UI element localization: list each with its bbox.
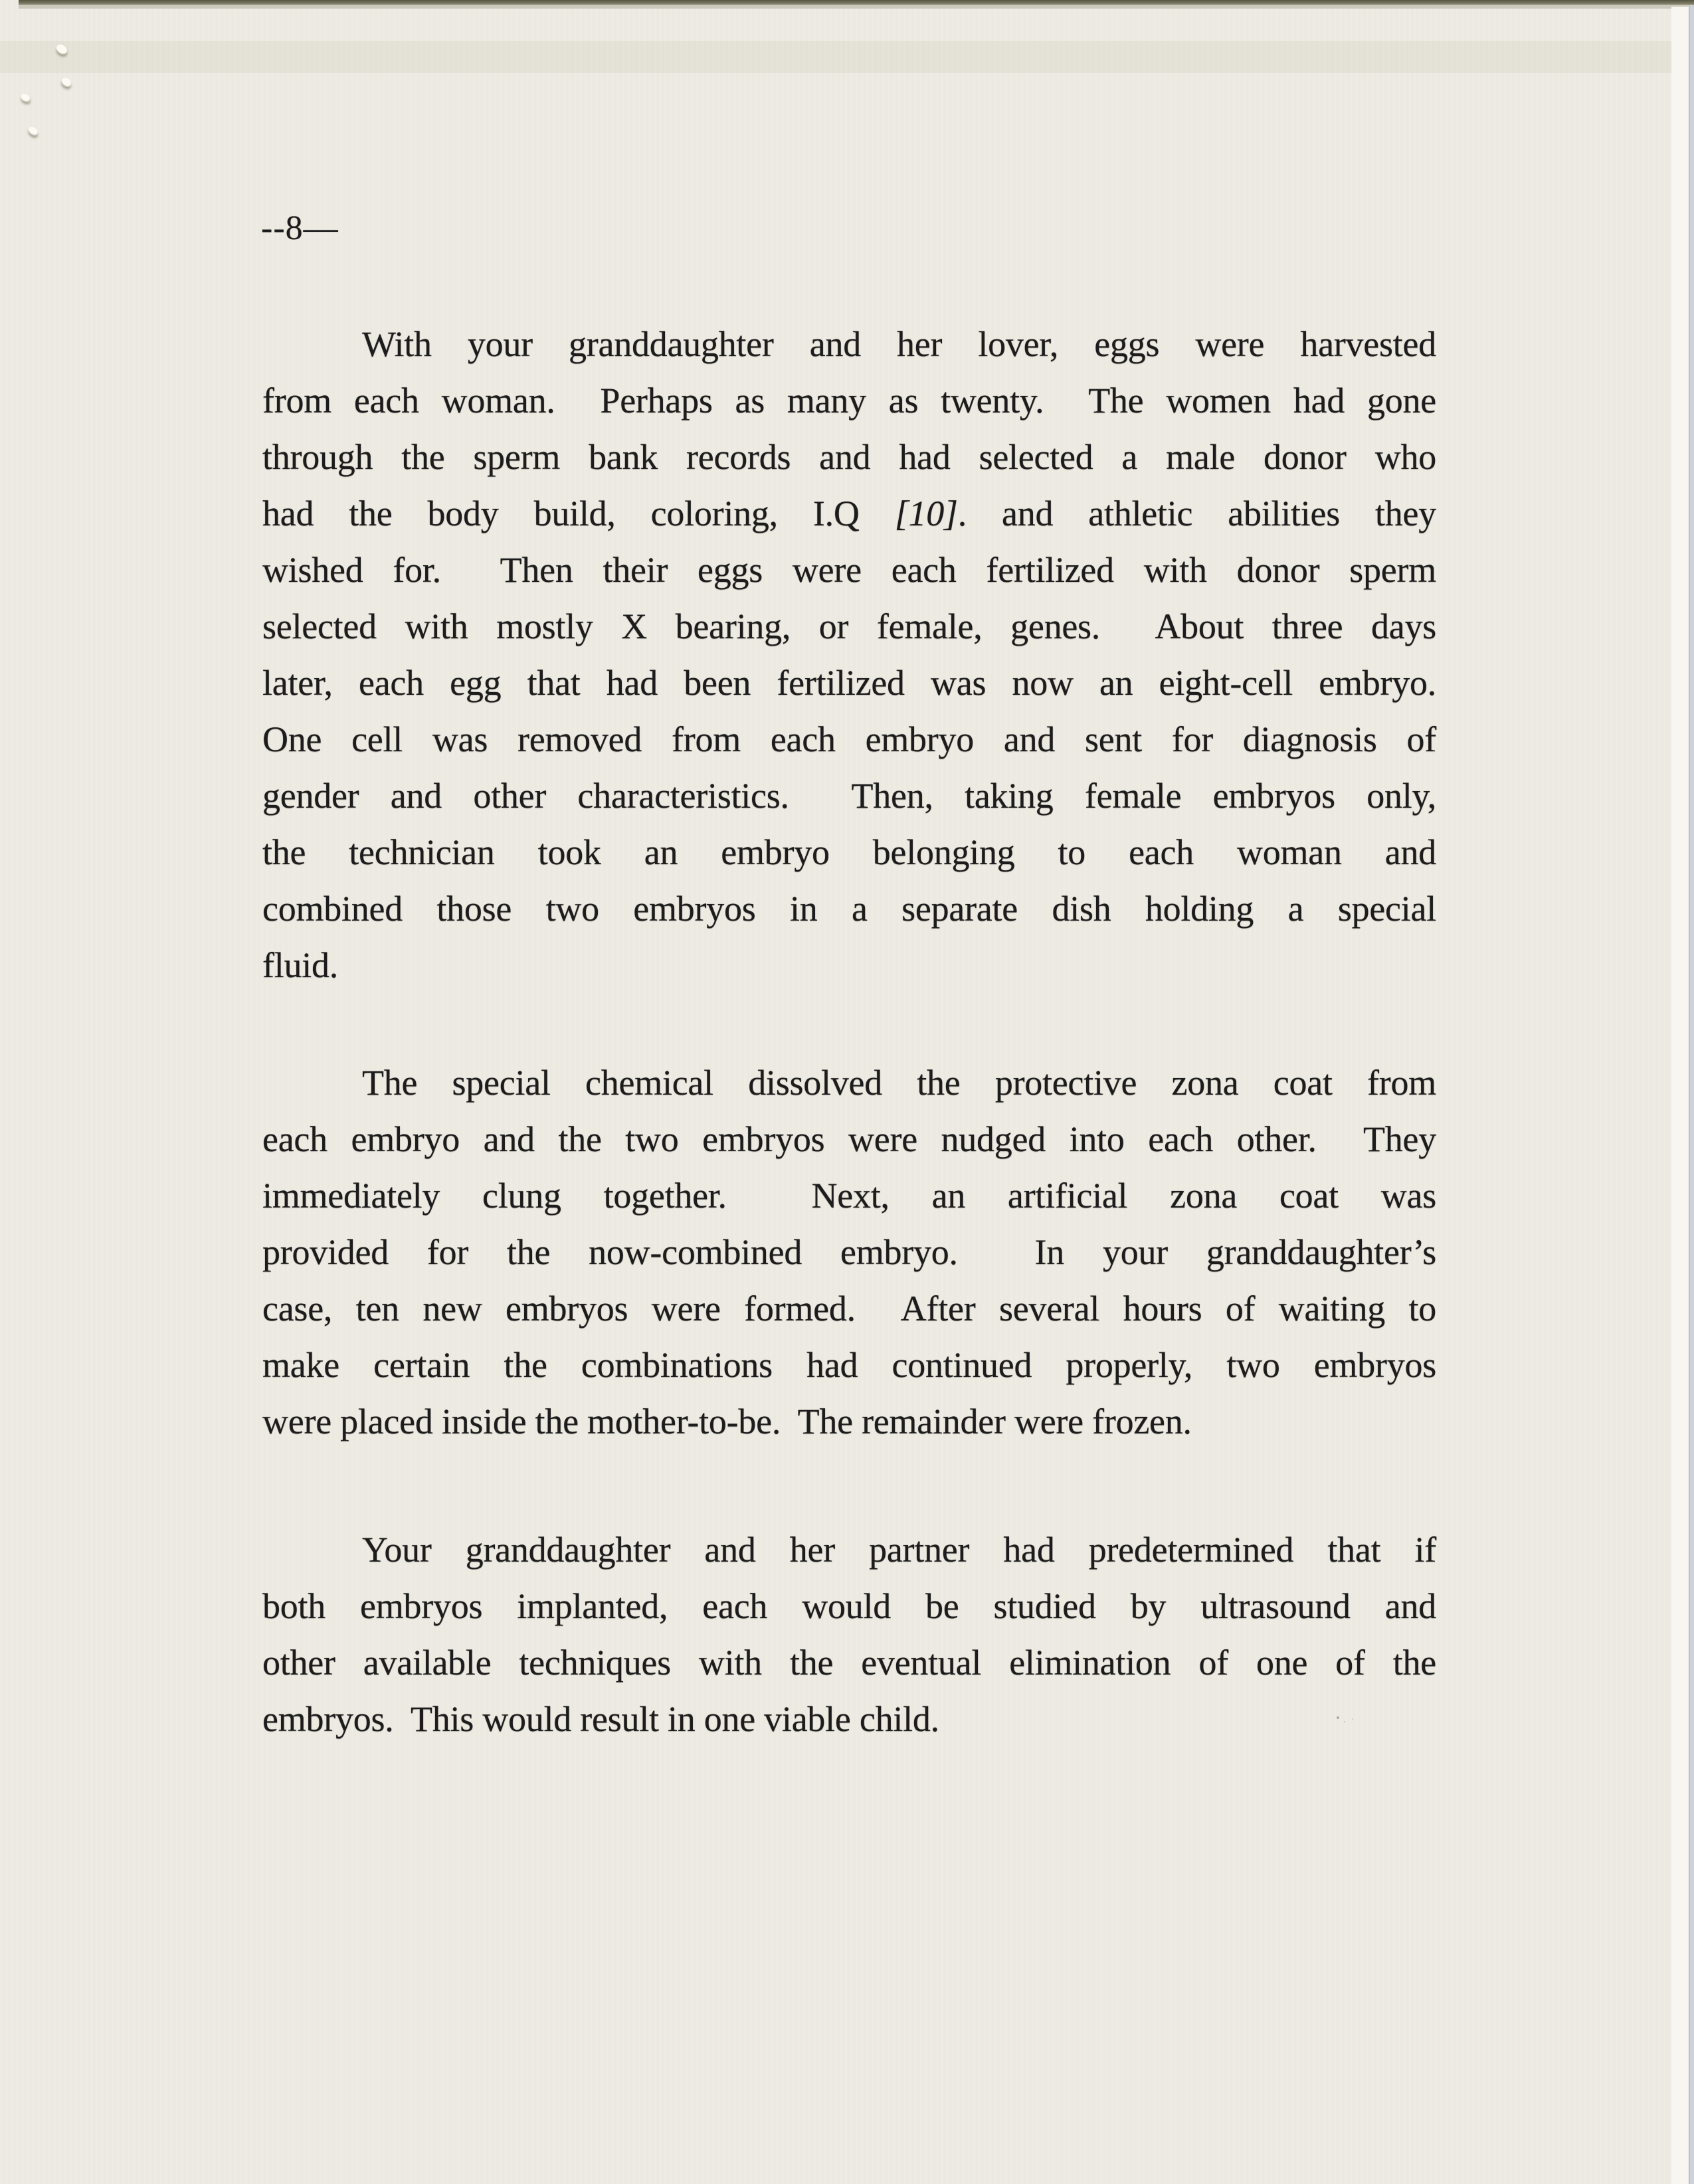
text-fragment: With your granddaughter and her lover, eggs were harvested <box>362 324 1436 364</box>
text-line <box>262 1635 1436 1691</box>
text-line <box>262 881 1436 937</box>
text-line <box>262 542 1436 598</box>
text-line <box>262 1281 1436 1337</box>
text-fragment: each embryo and the two embryos were nudged into each other. They <box>262 1119 1436 1159</box>
text-line <box>262 1168 1436 1224</box>
text-fragment: make certain the combinations had continued properly, two embryos <box>262 1345 1436 1385</box>
text-line <box>262 1578 1436 1635</box>
text-line <box>262 711 1436 768</box>
text-fragment: selected with mostly X bearing, or female, genes. About three days <box>262 606 1436 646</box>
text-fragment: One cell was removed from each embryo and sent for diagnosis of <box>262 719 1436 759</box>
text-fragment: provided for the now-combined embryo. In your granddaughter’s <box>262 1232 1436 1272</box>
text-line <box>262 1394 1436 1450</box>
text-fragment: immediately clung together. Next, an artificial zona coat was <box>262 1176 1436 1216</box>
text-line <box>262 373 1436 429</box>
text-fragment: case, ten new embryos were formed. After several hours of waiting to <box>262 1289 1436 1328</box>
text-fragment: from each woman. Perhaps as many as twenty. The women had gone <box>262 381 1436 420</box>
text-line <box>262 768 1436 824</box>
text-fragment: through the sperm bank records and had selected a male donor who <box>262 437 1436 477</box>
text-line <box>262 1691 1436 1748</box>
text-fragment: were placed inside the mother-to-be. The remainder were frozen. <box>262 1402 1192 1441</box>
text-fragment: Your granddaughter and her partner had predetermined that if <box>362 1530 1436 1570</box>
text-fragment: later, each egg that had been fertilized was now an eight-cell embryo. <box>262 663 1436 703</box>
text-fragment: combined those two embryos in a separate dish holding a special <box>262 889 1436 929</box>
text-line <box>262 1224 1436 1281</box>
text-fragment: both embryos implanted, each would be studied by ultrasound and <box>262 1586 1436 1626</box>
text-line <box>262 1055 1436 1111</box>
paragraph <box>262 1055 1436 1450</box>
paragraph <box>262 316 1436 994</box>
text-fragment: had the body build, coloring, I.Q <box>262 494 895 533</box>
text-line <box>262 598 1436 655</box>
text-line <box>262 937 1436 994</box>
text-line <box>262 1522 1436 1578</box>
text-fragment: fluid. <box>262 945 338 985</box>
text-line <box>262 316 1436 373</box>
text-fragment: embryos. This would result in one viable child. <box>262 1699 939 1739</box>
text-line <box>262 1337 1436 1394</box>
text-fragment: wished for. Then their eggs were each fertilized with donor sperm <box>262 550 1436 590</box>
text-line <box>262 824 1436 881</box>
text-fragment: The special chemical dissolved the protective zona coat from <box>362 1063 1436 1103</box>
text-line <box>262 655 1436 711</box>
text-fragment: other available techniques with the eventual elimination of one of the <box>262 1643 1436 1683</box>
text-fragment: . and athletic abilities they <box>957 494 1436 533</box>
text-fragment: gender and other characteristics. Then, taking female embryos only, <box>262 776 1436 816</box>
text-line <box>262 1111 1436 1168</box>
paragraph <box>262 1522 1436 1748</box>
italic-fragment: [10] <box>894 494 958 533</box>
text-line <box>262 486 1436 542</box>
page-number: --8— <box>261 209 339 247</box>
text-line <box>262 429 1436 486</box>
text-fragment: the technician took an embryo belonging to each woman and <box>262 832 1436 872</box>
